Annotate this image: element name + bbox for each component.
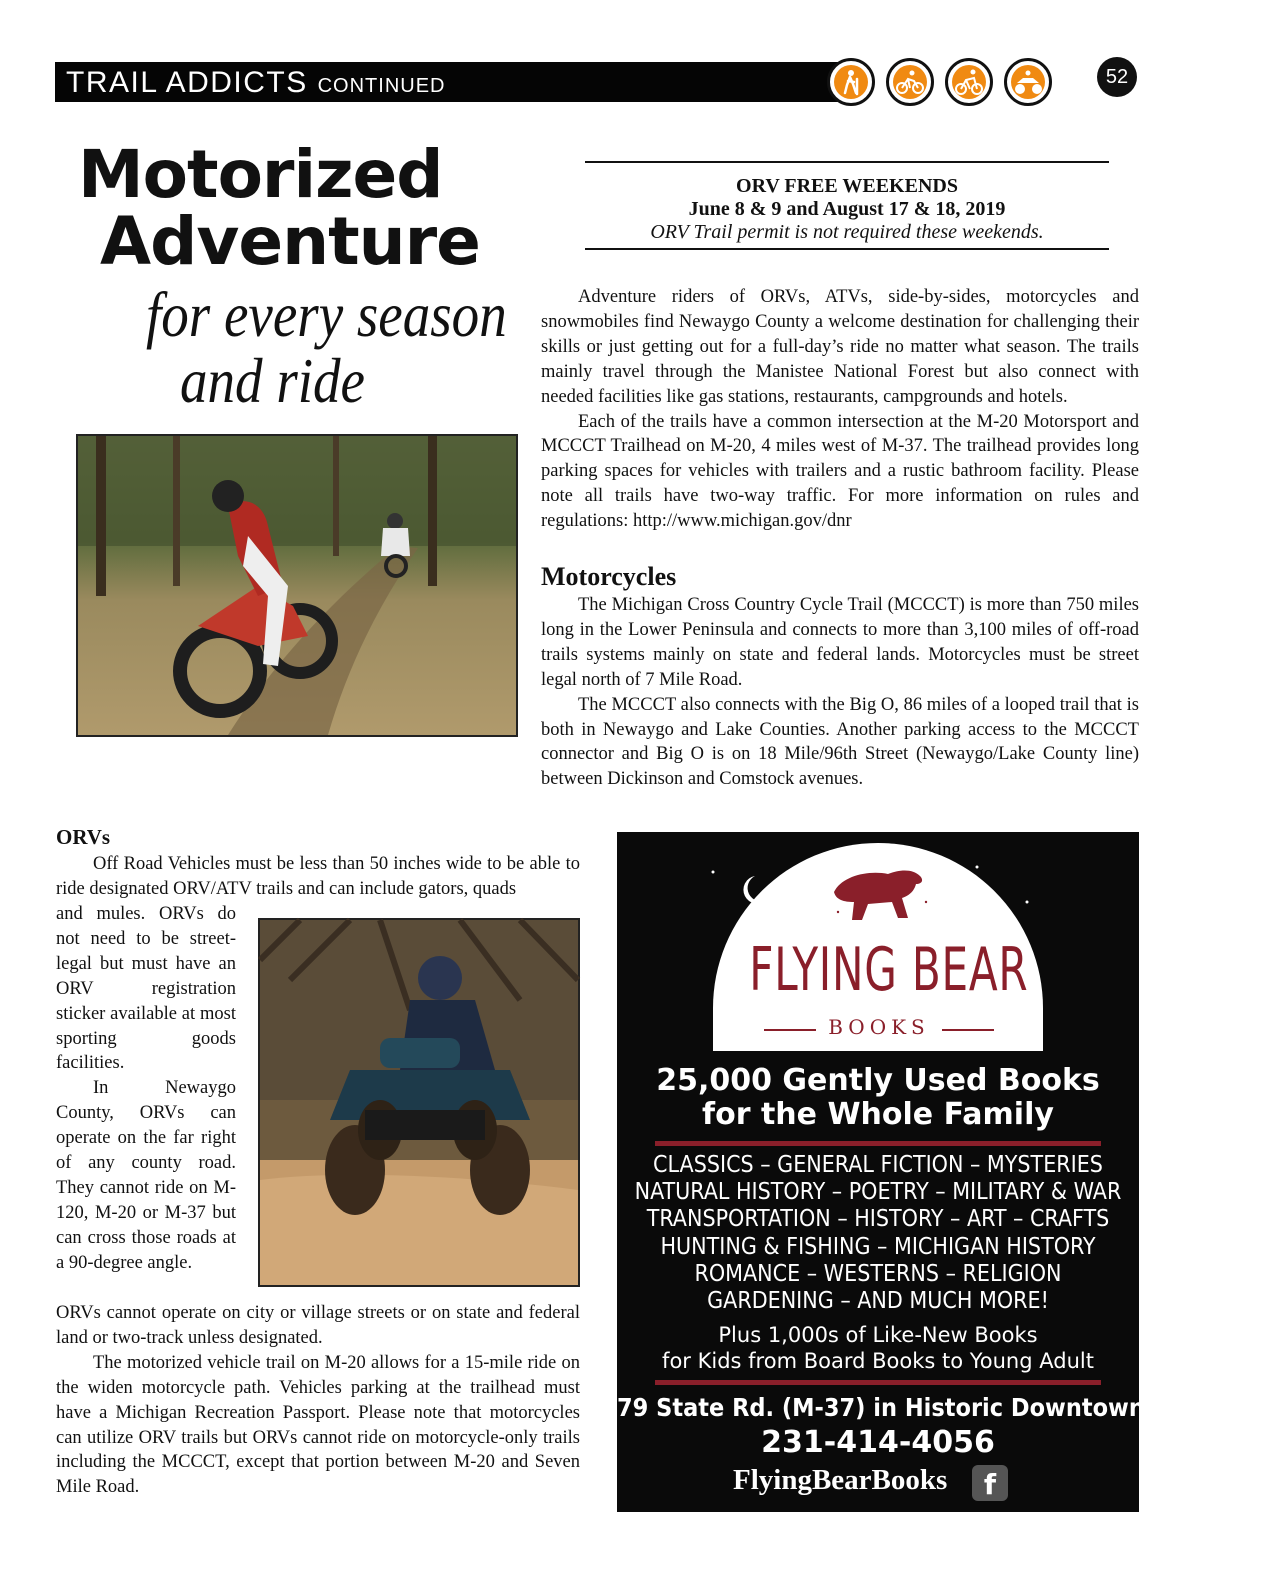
- ad-genres: [617, 1152, 1139, 1315]
- ad-brand-name: FLYING BEAR: [749, 935, 1029, 1005]
- motorcycle-photo: [76, 434, 518, 737]
- free-box-top-rule: [585, 161, 1109, 163]
- orvs-paragraph-2-bottom: ORVs cannot operate on city or village streets or on state and federal land or two-track unless designated.: [56, 1303, 580, 1348]
- ad-rule-bottom: [655, 1380, 1101, 1385]
- mountain-bike-icon: [945, 58, 993, 106]
- headline-line-3: for every season: [146, 279, 507, 350]
- hiking-icon: [827, 58, 875, 106]
- ad-headline-2: for the Whole Family: [702, 1097, 1054, 1132]
- motorcycles-heading: Motorcycles: [541, 562, 677, 591]
- headline-line-2: Adventure: [100, 203, 480, 280]
- ad-facebook-name: FlyingBearBooks: [733, 1464, 948, 1496]
- motorcycles-paragraph-1: The Michigan Cross Country Cycle Trail (MCCCT) is more than 750 miles long in the Lower Peninsula and connects to more than 3,100 miles of off-road trails systems mainly on state and federal lands. Motorcycles must be street legal north of 7 Mile Road.: [541, 595, 1139, 690]
- ad-genre-line: ROMANCE – WESTERNS – RELIGION: [694, 1260, 1062, 1287]
- headline-line-4: and ride: [180, 345, 365, 416]
- ad-genre-line: NATURAL HISTORY – POETRY – MILITARY & WAR: [634, 1179, 1122, 1206]
- atv-icon: [1004, 58, 1052, 106]
- ad-headline-1: 25,000 Gently Used Books: [656, 1063, 1100, 1098]
- section-title: [66, 66, 446, 103]
- ad-genre-line: CLASSICS – GENERAL FICTION – MYSTERIES: [653, 1152, 1103, 1178]
- cycling-icon: [886, 58, 934, 106]
- bear-icon: [828, 862, 928, 926]
- ad-genre-line: HUNTING & FISHING – MICHIGAN HISTORY: [660, 1233, 1096, 1260]
- free-box-bottom-rule: [585, 248, 1109, 250]
- moon-icon: [743, 876, 767, 904]
- ad-genre-line: GARDENING – AND MUCH MORE!: [707, 1288, 1049, 1315]
- free-weekends-title: ORV FREE WEEKENDS: [736, 175, 958, 197]
- free-weekends-box: [585, 175, 1109, 244]
- ad-brand-sub: BOOKS: [828, 1015, 930, 1039]
- section-title-sub: CONTINUED: [317, 75, 446, 97]
- orvs-text-bottom: [56, 1301, 580, 1500]
- page-number: 52: [1097, 57, 1137, 97]
- orvs-text-narrow: [56, 902, 236, 1276]
- ad-kids-line-2: for Kids from Board Books to Young Adult: [662, 1349, 1094, 1373]
- orvs-paragraph-3: The motorized vehicle trail on M-20 allows for a 15-mile ride on the widen motorcycle path. Vehicles parking at the trailhead must have a Michigan Recreation Passport. Please note that motorcycles can utilize ORV trails but ORVs cannot ride on motorcycle-only trails including the MCCCT, except that portion between M-20 and Seven Mile Road.: [56, 1352, 580, 1498]
- orvs-paragraph-2-narrow: In Newaygo County, ORVs can operate on the far right of any county road. They cannot ride on M-120, M-20 or M-37 but can cross those roads at a 90-degree angle.: [56, 1078, 236, 1273]
- motorcycles-paragraph-2: The MCCCT also connects with the Big O, 86 miles of a looped trail that is both in Newaygo and Lake Counties. Another parking access to the MCCCT connector and Big O is on 18 Mile/96th Street (Newaygo/Lake County line) between Dickinson and Comstock avenues.: [541, 694, 1139, 790]
- ad-kids-text: [617, 1322, 1139, 1374]
- ad-genre-line: TRANSPORTATION – HISTORY – ART – CRAFTS: [646, 1206, 1110, 1233]
- ad-phone: 231-414-4056: [761, 1425, 995, 1460]
- ad-sub-rule-right: [942, 1029, 994, 1031]
- ad-rule-top: [655, 1141, 1101, 1146]
- orvs-heading: ORVs: [56, 825, 111, 849]
- facebook-icon: f: [972, 1465, 1008, 1501]
- motorcycles-text: [541, 593, 1139, 792]
- orvs-paragraph-1-top: Off Road Vehicles must be less than 50 inches wide to be able to ride designated ORV/ATV trails and can include gators, quads: [56, 854, 580, 899]
- ad-address: 79 State Rd. (M-37) in Historic Downtown Newaygo: [617, 1393, 1268, 1422]
- ad-kids-line-1: Plus 1,000s of Like-New Books: [718, 1323, 1038, 1347]
- section-title-main: TRAIL ADDICTS: [66, 66, 308, 99]
- orvs-text-top: [56, 852, 580, 902]
- free-weekends-dates: June 8 & 9 and August 17 & 18, 2019: [688, 198, 1006, 220]
- intro-text: [541, 285, 1139, 534]
- headline-line-1: Motorized: [78, 136, 443, 213]
- orvs-paragraph-1-narrow: and mules. ORVs do not need to be street-legal but must have an ORV registration sticker available at most sporting goods facilities.: [56, 904, 236, 1074]
- ad-sub-rule-left: [764, 1029, 816, 1031]
- intro-paragraph-1: Adventure riders of ORVs, ATVs, side-by-sides, motorcycles and snowmobiles find Newaygo County a welcome destination for challenging their skills or just getting out for a full-day’s ride no matter what season. The trails mainly travel through the Manistee National Forest but also connect with needed facilities like gas stations, restaurants, campgrounds and hotels.: [541, 287, 1139, 407]
- atv-photo: [258, 918, 580, 1287]
- free-weekends-note: ORV Trail permit is not required these weekends.: [650, 221, 1044, 243]
- intro-paragraph-2: Each of the trails have a common intersection at the M-20 Motorsport and MCCCT Trailhead on M-20, 4 miles west of M-37. The trailhead provides long parking spaces for vehicles with trailers and a rustic bathroom facility. Please note all trails have two-way traffic. For more information on rules and regulations: http://www.michigan.gov/dnr: [541, 411, 1139, 532]
